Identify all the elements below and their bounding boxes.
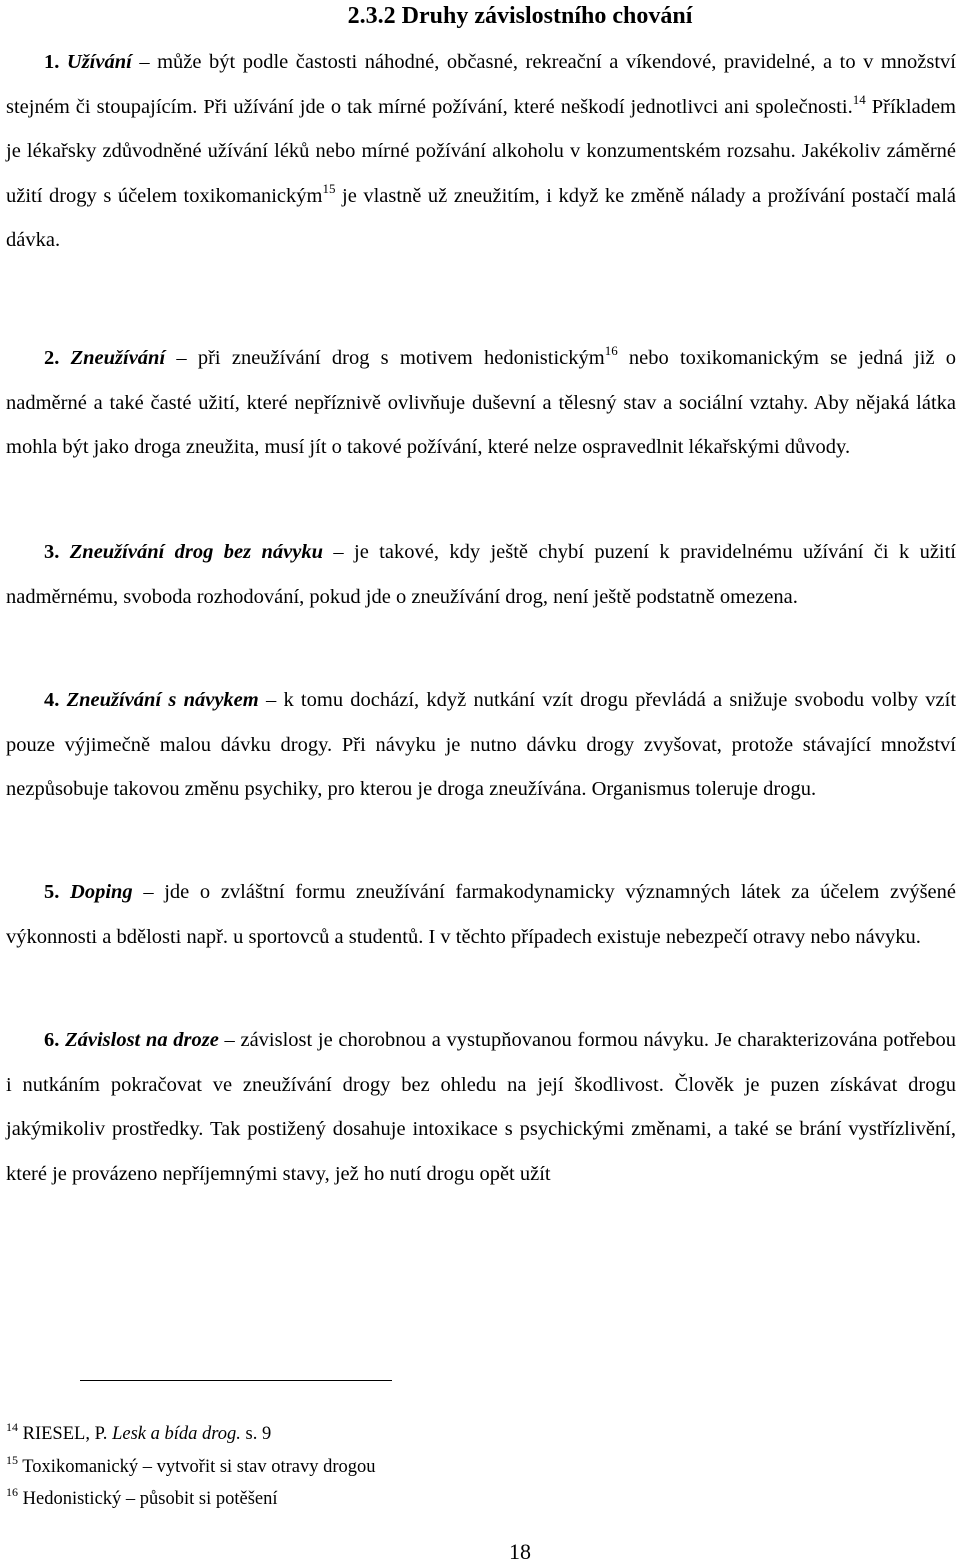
- item-text: je takové, kdy ještě chybí puzení k pravidelnému užívání či k užití nadměrnému, svoboda rozhodování, pokud jde o zneužívání drog, není ještě podstatně omezena.: [6, 541, 957, 608]
- item-text: při zneužívání drog s motivem hedonistickým: [197, 347, 605, 369]
- footnote-separator: [80, 1380, 392, 1381]
- footnote-mark: 15: [6, 1453, 18, 1467]
- item-number: 6.: [44, 1029, 60, 1051]
- item-dash: –: [131, 51, 158, 73]
- item-number: 4.: [44, 689, 60, 711]
- item-dash: –: [132, 881, 165, 903]
- item-text: k tomu dochází, když nutkání vzít drogu převládá a snižuje svobodu volby vzít pouze výjimečně malou dávku drogy. Při návyku je nutno dávku drogy zvyšovat, protože stávající množství nezpůsobuje takovou změnu psychiky, pro kterou je droga zneužívána. Organismus toleruje drogu.: [6, 689, 957, 801]
- item-text: Příkladem je lékařsky zdůvodněné užívání léků nebo mírné požívání alkoholu v konzumentském rozsahu. Jakékoliv záměrné užití drogy s účelem toxikomanickým: [6, 95, 956, 207]
- footnote-mark: 14: [6, 1420, 18, 1434]
- page-number: 18: [509, 1539, 531, 1564]
- item-dash: –: [218, 1029, 241, 1051]
- footnote-16: [6, 1487, 278, 1511]
- item-term: Zneužívání s návykem: [66, 689, 259, 711]
- item-number: 2.: [44, 347, 60, 369]
- paragraph-zavislost: [6, 1018, 956, 1196]
- item-number: 1.: [44, 51, 60, 73]
- item-text: nebo toxikomanickým se jedná již o nadměrné a také časté užití, které nepříznivě ovlivňuje duševní a tělesný stav a sociální vztahy. Aby nějaká látka mohla být jako droga zneužita, musí jít o takové požívání, které nelze ospravedlnit lékařskými důvody.: [6, 347, 957, 459]
- paragraph-zneuzivani-bez-navyku: [6, 530, 956, 619]
- paragraph-zneuzivani-s-navykem: [6, 678, 956, 812]
- footnote-page: s. 9: [240, 1424, 272, 1444]
- item-term: Užívání: [66, 51, 132, 73]
- footnote-text: Toxikomanický – vytvořit si stav otravy drogou: [18, 1457, 376, 1477]
- footnote-ref-15[interactable]: 15: [322, 180, 336, 196]
- item-term: Závislost na droze: [65, 1029, 219, 1051]
- item-number: 3.: [44, 541, 60, 563]
- item-text: je vlastně už zneužitím, i když ke změně nálady a prožívání postačí malá dávka.: [6, 184, 956, 252]
- footnote-15: [6, 1455, 376, 1479]
- footnote-text: Hedonistický – působit si potěšení: [18, 1489, 278, 1509]
- item-dash: –: [258, 689, 284, 711]
- item-number: 5.: [44, 881, 60, 903]
- paragraph-uzivani: [6, 40, 956, 263]
- footnote-ref-16[interactable]: 16: [604, 343, 618, 358]
- section-heading: 2.3.2 Druhy závislostního chování: [347, 3, 693, 29]
- item-dash: –: [165, 347, 198, 369]
- footnote-mark: 16: [6, 1485, 18, 1499]
- footnote-text: RIESEL, P.: [18, 1424, 113, 1444]
- footnote-ref-14[interactable]: 14: [852, 91, 866, 107]
- item-text: závislost je chorobnou a vystupňovanou formou návyku. Je charakterizována potřebou i nutkáním pokračovat ve zneužívání drogy bez ohledu na její škodlivost. Člověk je puzen získávat drogu jakýmikoliv prostředky. Tak postižený dosahuje intoxikace s psychickými změnami, a také se brání vystřízlivění, které je provázeno nepříjemnými stavy, jež ho nutí drogu opět užít: [6, 1029, 957, 1185]
- footnote-title: Lesk a bída drog.: [112, 1424, 241, 1444]
- item-dash: –: [323, 541, 355, 563]
- item-text: může být podle častosti náhodné, občasné, rekreační a víkendové, pravidelné, a to v množství stejném či stoupajícím. Při užívání jde o tak mírné požívání, které neškodí jednotlivci ani společnosti.: [6, 51, 956, 118]
- item-text: jde o zvláštní formu zneužívání farmakodynamicky významných látek za účelem zvýšené výkonnosti a bdělosti např. u sportovců a studentů. I v těchto případech existuje nebezpečí otravy nebo návyku.: [6, 881, 957, 948]
- footnote-14: [6, 1422, 271, 1446]
- item-term: Zneužívání: [70, 347, 166, 369]
- paragraph-zneuzivani: [6, 336, 956, 470]
- item-term: Zneužívání drog bez návyku: [69, 541, 323, 563]
- paragraph-doping: [6, 870, 956, 959]
- item-term: Doping: [70, 881, 133, 903]
